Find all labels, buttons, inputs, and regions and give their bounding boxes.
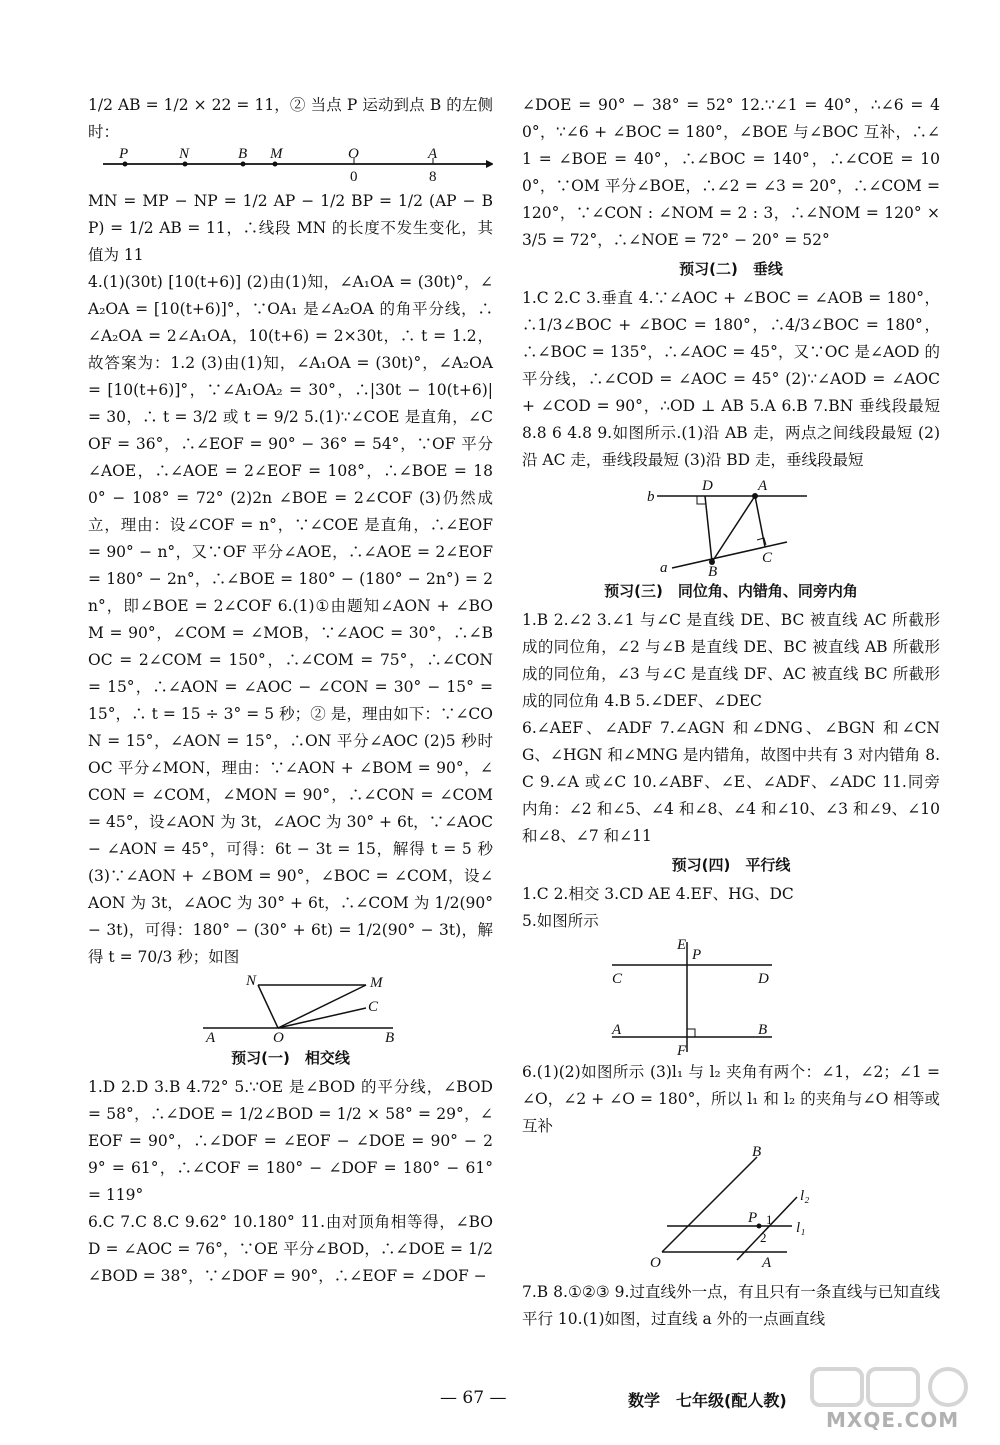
label-c: C: [762, 550, 773, 566]
left-paragraph-2: MN = MP − NP = 1/2 AP − 1/2 BP = 1/2 (AP − BP) = 1/2 AB = 11，∴线段 MN 的长度不发生变化，其值为 11: [88, 192, 493, 264]
axis-arrow: [486, 160, 493, 168]
label-angle-2: 2: [760, 1230, 767, 1245]
label-p: P: [119, 148, 129, 162]
label-o: O: [273, 1030, 284, 1043]
label-m: M: [370, 975, 383, 991]
right-paragraph-3: 1.B 2.∠2 3.∠1 与∠C 是直线 DE、BC 被直线 AC 所截形成的同位角，∠2 与∠B 是直线 DE、BC 被直线 AB 所截形成的同位角，∠3 与∠C 是直线 DF、AC 被直线 BC 所截形成的同位角 4.B 5.∠DEF、∠DEC: [522, 611, 940, 710]
right-paragraph-4: 6.∠AEF、∠ADF 7.∠AGN 和∠DNG、∠BGN 和∠CNG、∠HGN 和∠MNG 是内错角，故图中共有 3 对内错角 8.C 9.∠A 或∠C 10.∠ABF、∠E、∠ADF、∠ADC 11.同旁内角：∠2 和∠5、∠4 和∠8、∠4 和∠10、∠3 和∠9、∠10 和∠8、∠7 和∠11: [522, 719, 940, 845]
ray-on: [258, 985, 278, 1028]
label-angle-1: 1: [766, 1212, 773, 1227]
label-d: D: [702, 478, 713, 494]
point-n: [183, 162, 188, 167]
label-l2: l₂: [800, 1188, 810, 1204]
footer-subject: 数学 七年级(配人教): [628, 1391, 787, 1410]
label-p: P: [692, 947, 702, 963]
label-a: A: [206, 1030, 216, 1043]
label-b: B: [758, 1022, 768, 1038]
right-paragraph-6: 5.如图所示: [522, 912, 599, 930]
left-paragraph-4: 1.D 2.D 3.B 4.72° 5.∵OE 是∠BOD 的平分线，∠BOD = 58°，∴∠DOE = 1/2∠BOD = 1/2 × 58° = 29°，∠EOF = 90°，∴∠DOF = ∠EOF − ∠DOE = 90° − 29° = 61°，∴∠COF = 180° − ∠DOF = 180° − 61° = 119°: [88, 1078, 493, 1204]
number-line-figure: [88, 148, 493, 186]
label-b: B: [708, 564, 718, 576]
section-heading-3: 预习(三) 同位角、内错角、同旁内角: [604, 582, 858, 600]
right-angle-mark-d: [697, 496, 705, 504]
label-d: D: [758, 971, 769, 987]
label-n: N: [246, 973, 257, 989]
label-e: E: [677, 937, 687, 953]
label-p: P: [748, 1210, 758, 1226]
section-heading-4: 预习(四) 平行线: [671, 856, 791, 874]
label-a: A: [428, 148, 438, 162]
left-paragraph-3: 4.(1)(30t) [10(t+6)] (2)由(1)知，∠A₁OA = (30t)°，∠A₂OA = [10(t+6)]°，∵OA₁ 是∠A₂OA 的角平分线，∴∠A₂OA = 2∠A₁OA，10(t+6) = 2×30t，∴ t = 1.2，故答案为：1.2 (3)由(1)知，∠A₁OA = (30t)°，∠A₂OA = [10(t+6)]°，∵∠A₁OA₂ = 30°，∴|30t − 10(t+6)| = 30，∴ t = 3/2 或 t = 9/2 5.(1)∵∠COE 是直角，∠COF = 36°，∴∠EOF = 90° − 36° = 54°，∵OF 平分∠AOE，∴∠AOE = 2∠EOF = 108°，∴∠BOE = 180° − 108° = 72° (2)2n ∠BOE = 2∠COF (3)仍然成立，理由：设∠COF = n°，∵∠COE 是直角，∴∠EOF = 90° − n°，又∵OF 平分∠AOE，∴∠AOE = 2∠EOF = 180° − 2n°，∴∠BOE = 180° − (180° − 2n°) = 2n°，即∠BOE = 2∠COF 6.(1)①由题知∠AON + ∠BOM = 90°，∠COM = ∠MOB，∵∠AOC = 30°，∴∠BOC = 2∠COM = 150°，∴∠COM = 75°，∴∠CON = 15°，∴∠AON = ∠AOC − ∠CON = 30° − 15° = 15°，∴ t = 15 ÷ 3° = 5 秒；② 是，理由如下：∵∠CON = 15°，∠AON = 15°，∴ON 平分∠AOC (2)5 秒时 OC 平分∠MON，理由：∵∠AON + ∠BOM = 90°，∠CON = ∠COM，∠MON = 90°，∴∠CON = ∠COM = 45°，设∠AON 为 3t，∠AOC 为 30° + 6t，∵∠AOC − ∠AON = 45°，可得：6t − 3t = 15，解得 t = 5 秒 (3)∵∠AON + ∠BOM = 90°，∠BOC = ∠COM，设∠AON 为 3t，∠AOC 为 30° + 6t，∴∠COM 为 1/2(90° − 3t)，可得：180° − (30° + 6t) = 1/2(90° − 3t)，解得 t = 70/3 秒；如图: [88, 273, 493, 966]
label-b: B: [385, 1030, 395, 1043]
tick-label-8: 8: [429, 169, 437, 185]
right-paragraph-7: 6.(1)(2)如图所示 (3)l₁ 与 l₂ 夹角有两个：∠1，∠2；∠1 = ∠O，∠2 + ∠O = 180°，所以 l₁ 和 l₂ 的夹角与∠O 相等或互补: [522, 1063, 940, 1135]
left-column: [88, 92, 493, 1290]
ray-om: [278, 985, 366, 1028]
label-a-line: a: [660, 560, 668, 576]
page-number: — 67 —: [440, 1388, 507, 1408]
point-m: [273, 162, 278, 167]
watermark-text: MXQE.COM: [826, 1408, 960, 1432]
label-b-line: b: [647, 489, 655, 505]
point-b: [241, 162, 246, 167]
section-heading-1: 预习(一) 相交线: [231, 1049, 350, 1067]
right-paragraph-2: 1.C 2.C 3.垂直 4.∵∠AOC + ∠BOC = ∠AOB = 180°，∴1/3∠BOC + ∠BOC = 180°，∴4/3∠BOC = 180°，∴∠BOC = 135°，∴∠AOC = 45°，又∵OC 是∠AOD 的平分线，∴∠COD = ∠AOC = 45° (2)∵∠AOD = ∠AOC + ∠COD = 90°，∴OD ⊥ AB 5.A 6.B 7.BN 垂线段最短 8.8 6 4.8 9.如图所示.(1)沿 AB 走，两点之间线段最短 (2)沿 AC 走，垂线段最短 (3)沿 BD 走，垂线段最短: [522, 289, 940, 469]
label-a: A: [612, 1022, 622, 1038]
section-heading-2: 预习(二) 垂线: [679, 260, 783, 278]
right-column: [522, 92, 940, 1333]
label-c: C: [368, 999, 379, 1015]
label-n: N: [179, 148, 190, 162]
line-l2: [737, 1197, 797, 1260]
label-f: F: [677, 1043, 687, 1057]
label-b: B: [238, 148, 248, 162]
label-l1: l₁: [796, 1220, 806, 1236]
label-m: M: [270, 148, 283, 162]
right-angle-mark: [687, 1029, 695, 1037]
label-a: A: [762, 1255, 772, 1271]
tick-label-0: 0: [350, 169, 358, 185]
segment-db: [705, 496, 712, 562]
right-paragraph-8: 7.B 8.①②③ 9.过直线外一点，有且只有一条直线与已知直线平行 10.(1)如图，过直线 a 外的一点画直线: [522, 1283, 940, 1328]
left-paragraph-1: 1/2 AB = 1/2 × 22 = 11，② 当点 P 运动到点 B 的左侧时：: [88, 96, 493, 141]
label-o: O: [348, 148, 359, 162]
angle-lines-figure: [522, 1142, 940, 1277]
point-p: [757, 1224, 762, 1229]
point-p: [123, 162, 128, 167]
right-paragraph-1: ∠DOE = 90° − 38° = 52° 12.∵∠1 = 40°，∴∠6 = 40°，∵∠6 + ∠BOC = 180°，∠BOE 与∠BOC 互补，∴∠1 = ∠BOE = 40°，∴∠BOC = 140°，∴∠COE = 100°，∵OM 平分∠BOE，∴∠2 = ∠3 = 20°，∴∠COM = 120°，∵∠CON : ∠NOM = 2 : 3，∴∠NOM = 120° × 3/5 = 72°，∴∠NOE = 72° − 20° = 52°: [522, 96, 940, 249]
ray-oc: [278, 1008, 366, 1028]
label-c: C: [612, 971, 623, 987]
parallel-lines-figure: [522, 937, 940, 1057]
segment-ab: [712, 496, 755, 562]
ray-ob: [662, 1157, 757, 1252]
label-a: A: [758, 478, 768, 494]
perpendicular-figure: [522, 476, 940, 576]
right-paragraph-5: 1.C 2.相交 3.CD AE 4.EF、HG、DC: [522, 885, 794, 903]
label-o: O: [650, 1255, 661, 1271]
label-b: B: [752, 1144, 762, 1160]
angle-figure-nmcab: [88, 973, 493, 1043]
left-paragraph-5: 6.C 7.C 8.C 9.62° 10.180° 11.由对顶角相等得，∠BOD = ∠AOC = 76°，∵OE 平分∠BOD，∴∠DOE = 1/2∠BOD = 38°，∵∠DOF = 90°，∴∠EOF = ∠DOF −: [88, 1213, 493, 1285]
